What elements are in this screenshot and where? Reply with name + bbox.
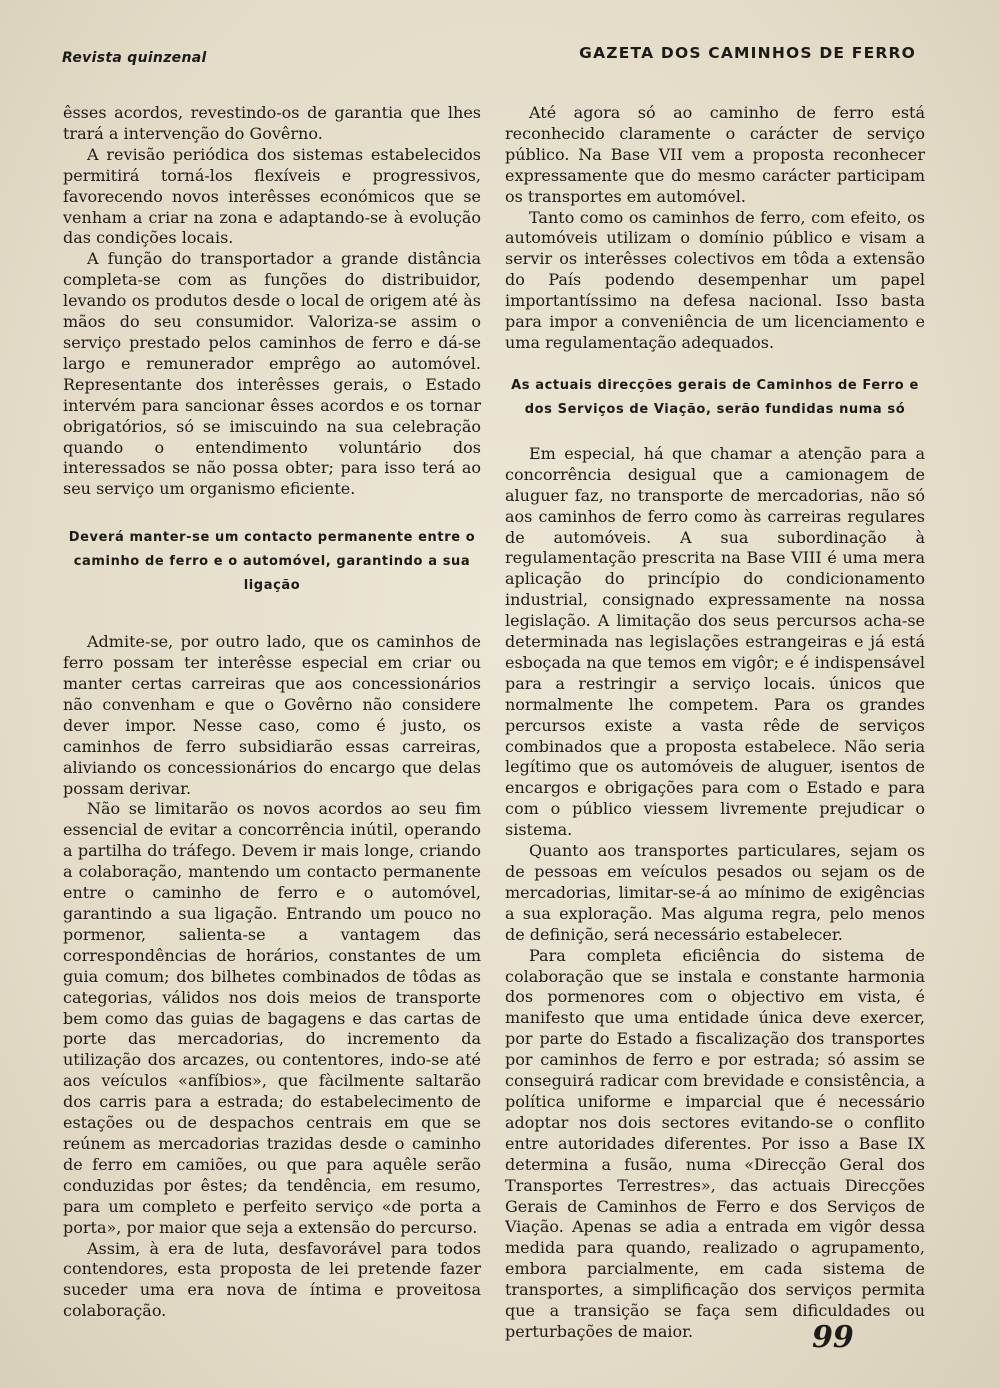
running-head-right: GAZETA DOS CAMINHOS DE FERRO [579,44,916,62]
page-number: 99 [812,1320,854,1355]
right-section-heading: As actuais direcções gerais de Caminhos de Ferro e dos Serviços de Viação, serão fundidas numa só [511,377,919,417]
left-column [63,103,481,1322]
right-column [505,103,925,1343]
left-section-heading: Deverá manter-se um contacto permanente entre o caminho de ferro e o automóvel, garantindo a sua ligação [68,530,476,594]
right-paragraph-2: Tanto como os caminhos de ferro, com efeito, os automóveis utilizam o domínio público e visam a servir os interêsses colectivos em tôda a extensão do País podendo desempenhar um papel importantíssimo na defesa nacional. Isso basta para impor a conveniência de um licenciamento e uma regulamentação adequados. [505,207,925,352]
right-paragraph-4: Quanto aos transportes particulares, sejam os de pessoas em veículos pesados ou sejam os de mercadorias, limitar-se-á ao mínimo de exigências a sua exploração. Mas alguma regra, pelo menos de definição, será necessário estabelecer. [505,841,925,944]
left-paragraph-1: êsses acordos, revestindo-os de garantia que lhes trará a intervenção do Govêrno. [63,103,481,143]
left-paragraph-2: A revisão periódica dos sistemas estabelecidos permitirá torná-los flexíveis e progressivos, favorecendo novos interêsses económicos que se venham a criar na zona e adaptando-se à evolução das condições locais. [63,144,481,248]
left-paragraph-6: Assim, à era de luta, desfavorável para todos contendores, esta proposta de lei pretende fazer suceder uma era nova de íntima e proveitosa colaboração. [63,1238,481,1321]
right-paragraph-5: Para completa eficiência do sistema de colaboração que se instala e constante harmonia dos pormenores com o objectivo em vista, é manifesto que uma entidade única deve exercer, por parte do Estado a fiscalização dos transportes por caminhos de ferro e por estrada; só assim se conseguirá radicar com brevidade e consistência, a política uniforme e imparcial que é necessário adoptar nos dois sectores evitando-se o conflito entre autoridades diferentes. Por isso a Base IX determina a fusão, numa «Direcção Geral dos Transportes Terrestres», das actuais Direcções Gerais de Caminhos de Ferro e dos Serviços de Viação. Apenas se adia a entrada em vigôr dessa medida para quando, realizado o agrupamento, embora parcialmente, em cada sistema de transportes, a simplificação dos serviços permita que a transição se faça sem dificuldades ou perturbações de maior. [505,945,925,1341]
left-paragraph-4: Admite-se, por outro lado, que os caminhos de ferro possam ter interêsse especial em criar ou manter certas carreiras que aos concessionários não convenham e que o Govêrno não considere dever impor. Nesse caso, como é justo, os caminhos de ferro subsidiarão essas carreiras, aliviando os concessionários do encargo que delas possam derivar. [63,632,481,798]
left-paragraph-3: A função do transportador a grande distância completa-se com as funções do distribuidor, levando os produtos desde o local de origem até às mãos do seu consumidor. Valoriza-se assim o serviço prestado pelos caminhos de ferro e dá-se largo e remunerador emprêgo ao automóvel. Representante dos interêsses gerais, o Estado intervém para sancionar êsses acordos e os tornar obrigatórios, só se imiscuindo na sua celebração quando o entendimento voluntário dos interessados se não possa obter; para isso terá ao seu serviço um organismo eficiente. [63,249,481,499]
running-head-left: Revista quinzenal [62,50,207,66]
right-paragraph-3: Em especial, há que chamar a atenção para a concorrência desigual que a camionagem de aluguer faz, no transporte de mercadorias, não só aos caminhos de ferro como às carreiras regulares de automóveis. A sua subordinação à regulamentação prescrita na Base VIII é uma mera aplicação do princípio do condicionamento industrial, consignado expressamente na nossa legislação. A limitação dos seus percursos acha-se determinada nas legislações estrangeiras e já está esboçada na que temos em vigôr; e é indispensável para a restringir a serviço locais. únicos que normalmente lhe competem. Para os grandes percursos existe a vasta rêde de serviços combinados que a proposta estabelece. Não seria legítimo que os automóveis de aluguer, isentos de encargos e obrigações para com o Estado e para com o público viessem livremente prejudicar o sistema. [505,443,925,840]
left-paragraph-5: Não se limitarão os novos acordos ao seu fim essencial de evitar a concorrência inútil, operando a partilha do tráfego. Devem ir mais longe, criando a colaboração, mantendo um contacto permanente entre o caminho de ferro e o automóvel, garantindo a sua ligação. Entrando um pouco no pormenor, salienta-se a vantagem das correspondências de horários, constantes de um guia comum; dos bilhetes combinados de tôdas as categorias, válidos nos dois meios de transporte bem como das guias de bagagens e das cartas de porte das mercadorias, do incremento da utilização dos arcazes, ou contentores, indo-se até aos veículos «anfíbios», que fàcilmente saltarão dos carris para a estrada; do estabelecimento de estações ou de despachos centrais em que se reúnem as mercadorias trazidas desde o caminho de ferro em camiões, ou que para aquêle serão conduzidas por êstes; da tendência, em resumo, para um completo e perfeito serviço «de porta a porta», por maior que seja a extensão do percurso. [63,799,481,1237]
right-paragraph-1: Até agora só ao caminho de ferro está reconhecido claramente o carácter de serviço público. Na Base VII vem a proposta reconhecer expressamente que do mesmo carácter participam os transportes em automóvel. [505,103,925,206]
